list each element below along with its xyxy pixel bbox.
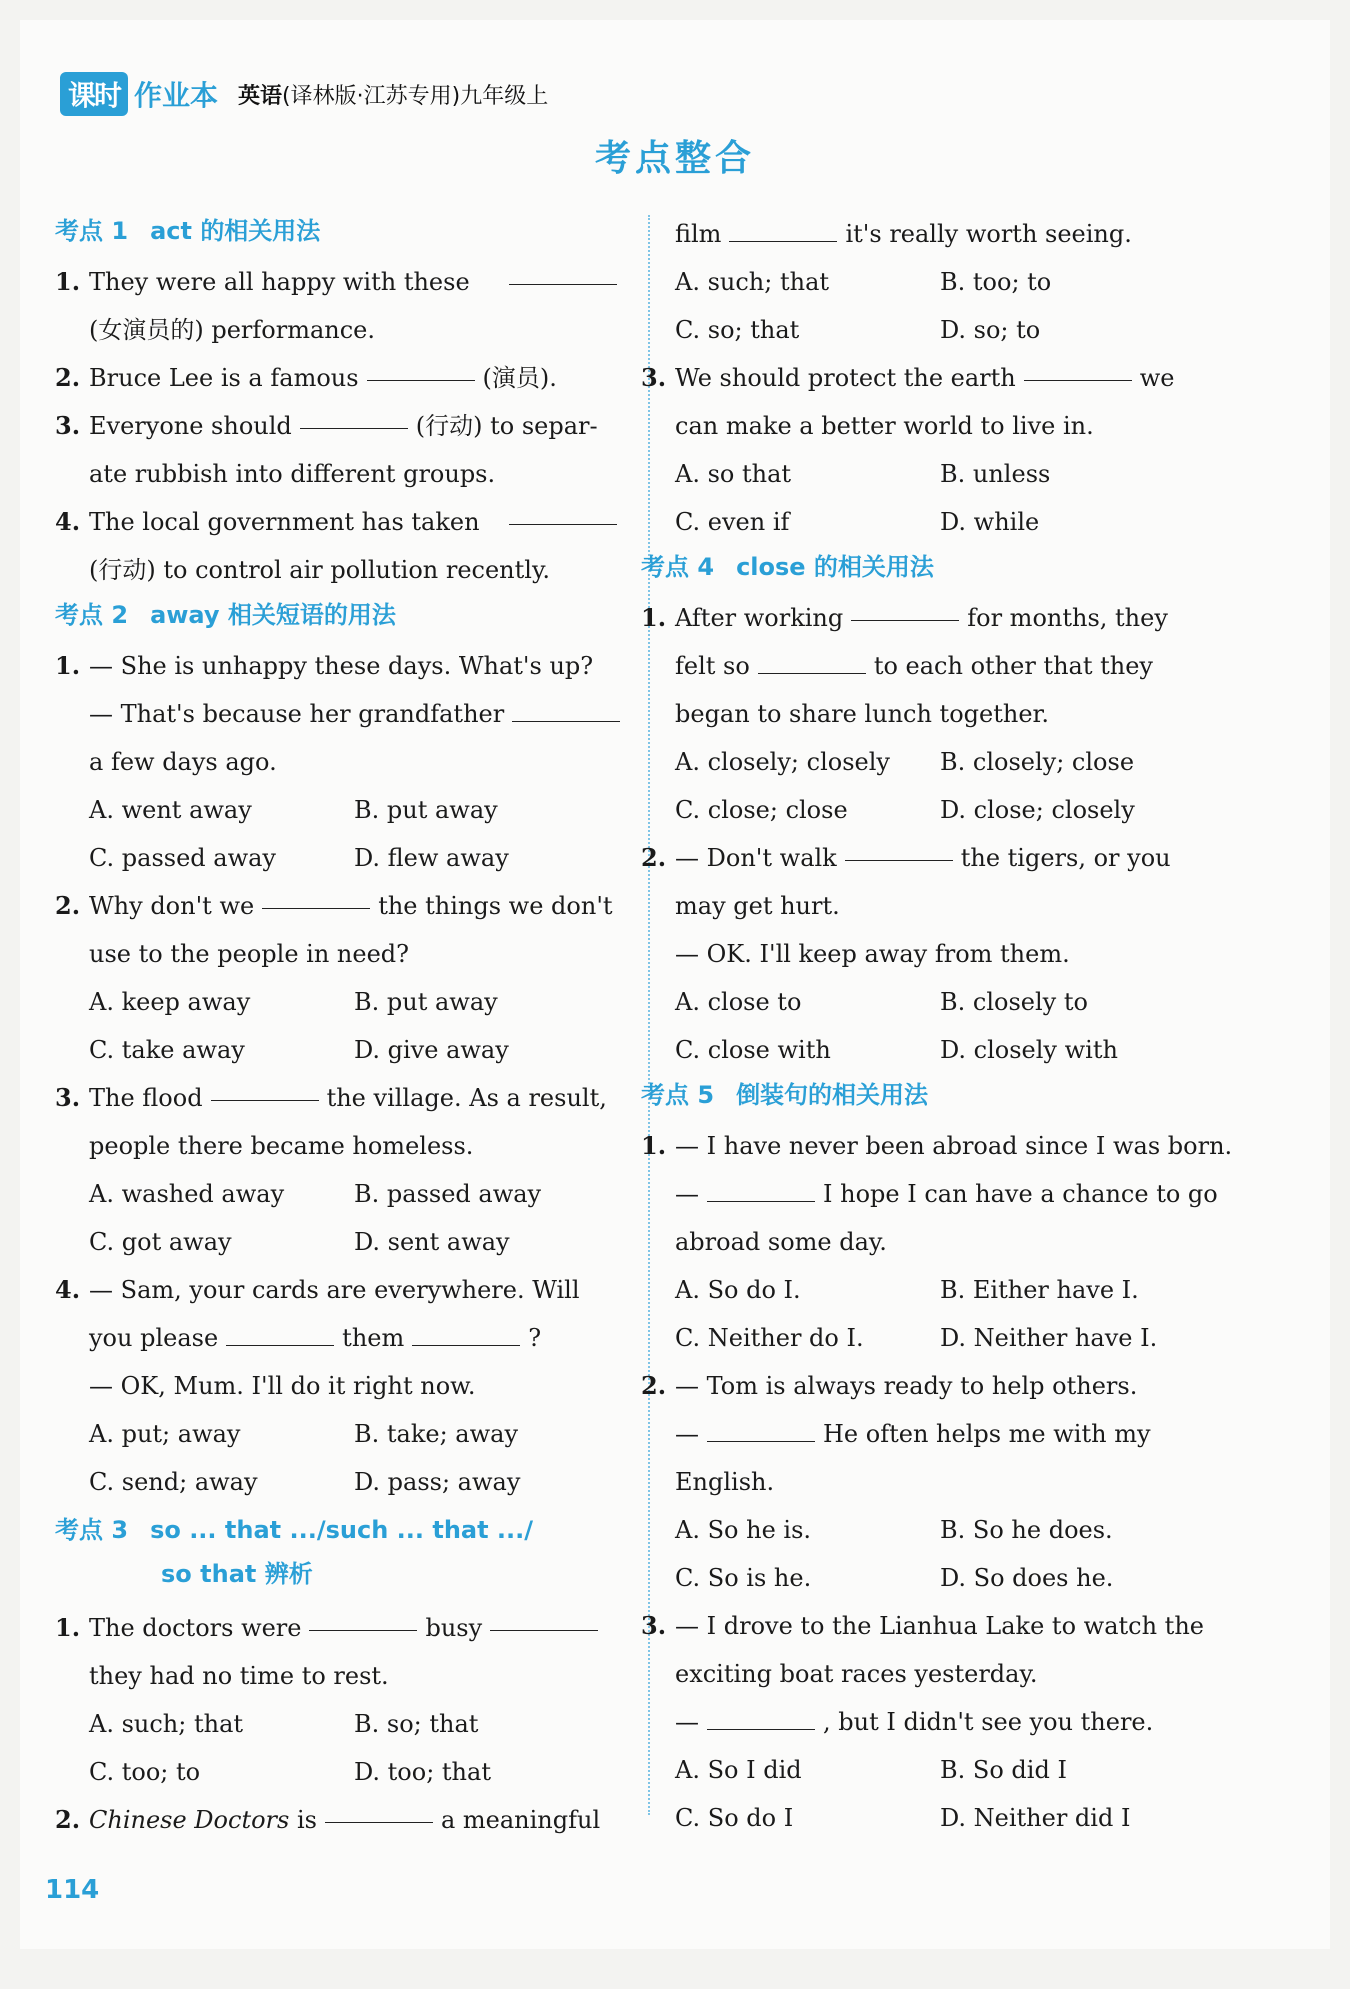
options: A. such; that B. so; that: [89, 1710, 479, 1738]
logo-mark: 课时: [60, 72, 128, 116]
question: 3. The flood the village. As a result,: [55, 1074, 625, 1122]
options: C. So is he. D. So does he.: [675, 1564, 1114, 1592]
answer-blank[interactable]: [851, 594, 959, 621]
options: C. passed away D. flew away: [89, 844, 509, 872]
options: C. too; to D. too; that: [89, 1758, 491, 1786]
column-divider: [648, 215, 650, 1815]
left-column: 考点 1 act 的相关用法 1. They were all happy with these (女演员的) performance. 2. Bruce Lee is a famous (演员). 3. Everyone should (行动) to separ- ate rubbish into different groups. 4. The local government has taken (行动) to control air pollution recently. 考点 2 away 相关短语的用法 1. — She is unhappy these days. What's up? — That's because her grandfather a few days ago. A. went away B. put away C. passed away D. flew away 2. Why don't we the things we don't use to the people in need? A. keep away B. put away C. take away D. give away 3. The flood the village. As a result, people there became homeless. A. washed away B. passed away C. got away D. sent away 4. — Sam, your cards are everywhere. Will you please them ? — OK, Mum. I'll do it right now. A. put; away B. take; away C. send; away D. pass; away 考点 3 so ... that .../such ... that .../ so that 辨析 1. The doctors were busy they had no time to rest. A. such; that B. so; that C. too; to D. too; that 2. Chinese Doctors is a meaningful: [55, 210, 625, 1844]
answer-blank[interactable]: [509, 258, 617, 285]
header: [60, 70, 548, 118]
section-heading-3: 考点 3 so ... that .../such ... that .../ so that 辨析: [55, 1516, 534, 1588]
answer-blank[interactable]: [325, 1796, 433, 1823]
page: [20, 20, 1330, 1949]
question: 4. The local government has taken: [55, 498, 625, 546]
options: A. put; away B. take; away: [89, 1420, 519, 1448]
answer-blank[interactable]: [490, 1604, 598, 1631]
logo: [60, 70, 218, 118]
options: A. washed away B. passed away: [89, 1180, 542, 1208]
question: 2. Bruce Lee is a famous (演员).: [55, 354, 625, 402]
question: 1. After working for months, they: [641, 594, 1255, 642]
options: A. so that B. unless: [675, 460, 1051, 488]
right-column: film it's really worth seeing. A. such; that B. too; to C. so; that D. so; to 3. We should protect the earth we can make a better world to live in. A. so that B. unless C. even if D. while 考点 4 close 的相关用法 1. After working for months, they felt so to each other that they began to share lunch together. A. closely; closely B. closely; close C. close; close D. close; closely 2. — Don't walk the tigers, or you may get hurt. — OK. I'll keep away from them. A. close to B. closely to C. close with D. closely with 考点 5 倒装句的相关用法 1. — I have never been abroad since I was born. — I hope I can have a chance to go abroad some day. A. So do I. B. Either have I. C. Neither do I. D. Neither have I. 2. — Tom is always ready to help others. — He often helps me with my English. A. So he is. B. So he does. C. So is he. D. So does he. 3. — I drove to the Lianhua Lake to watch the exciting boat races yesterday. — , but I didn't see you there. A. So I did B. So did I C. So do I D. Neither did I: [675, 210, 1255, 1842]
options: A. went away B. put away: [89, 796, 498, 824]
answer-blank[interactable]: [729, 215, 837, 242]
answer-blank[interactable]: [211, 1074, 319, 1101]
question: 1. They were all happy with these: [55, 258, 625, 306]
options: C. so; that D. so; to: [675, 316, 1041, 344]
section-heading-2: 考点 2 away 相关短语的用法: [55, 601, 396, 629]
options: A. such; that B. too; to: [675, 268, 1052, 296]
options: A. So do I. B. Either have I.: [675, 1276, 1139, 1304]
page-title: 考点整合: [594, 137, 755, 179]
options: C. take away D. give away: [89, 1036, 509, 1064]
answer-blank[interactable]: [707, 1175, 815, 1202]
answer-blank[interactable]: [509, 498, 617, 525]
question: 1. — I have never been abroad since I was born.: [641, 1131, 1233, 1160]
options: C. even if D. while: [675, 508, 1040, 536]
answer-blank[interactable]: [758, 647, 866, 674]
question: 3. We should protect the earth we: [641, 354, 1255, 402]
question: 1. — She is unhappy these days. What's up?: [55, 651, 594, 680]
answer-blank[interactable]: [512, 695, 620, 722]
answer-blank[interactable]: [226, 1319, 334, 1346]
answer-blank[interactable]: [412, 1319, 520, 1346]
edition: (译林版·江苏专用)九年级上: [282, 83, 549, 109]
options: A. keep away B. put away: [89, 988, 498, 1016]
answer-blank[interactable]: [1024, 354, 1132, 381]
section-heading-4: 考点 4 close 的相关用法: [641, 553, 934, 581]
options: C. send; away D. pass; away: [89, 1468, 521, 1496]
answer-blank[interactable]: [707, 1415, 815, 1442]
answer-blank[interactable]: [367, 354, 475, 381]
subject: 英语: [238, 83, 283, 109]
section-heading-5: 考点 5 倒装句的相关用法: [641, 1081, 929, 1109]
answer-blank[interactable]: [300, 402, 408, 429]
question: 4. — Sam, your cards are everywhere. Will: [55, 1275, 580, 1304]
question: 3. Everyone should (行动) to separ-: [55, 402, 625, 450]
options: C. got away D. sent away: [89, 1228, 510, 1256]
question: 3. — I drove to the Lianhua Lake to watch the: [641, 1611, 1204, 1640]
answer-blank[interactable]: [707, 1703, 815, 1730]
subject-line: [238, 79, 548, 110]
options: A. close to B. closely to: [675, 988, 1088, 1016]
answer-blank[interactable]: [309, 1604, 417, 1631]
question: 2. Chinese Doctors is a meaningful: [55, 1796, 625, 1844]
page-number: 114: [45, 1875, 100, 1905]
options: A. So I did B. So did I: [675, 1756, 1067, 1784]
options: C. close with D. closely with: [675, 1036, 1118, 1064]
question: 2. — Don't walk the tigers, or you: [641, 834, 1255, 882]
options: A. closely; closely B. closely; close: [675, 748, 1135, 776]
options: C. Neither do I. D. Neither have I.: [675, 1324, 1158, 1352]
question: 2. Why don't we the things we don't: [55, 882, 625, 930]
options: C. close; close D. close; closely: [675, 796, 1135, 824]
options: A. So he is. B. So he does.: [675, 1516, 1113, 1544]
answer-blank[interactable]: [845, 834, 953, 861]
answer-blank[interactable]: [262, 882, 370, 909]
question: 1. The doctors were busy: [55, 1604, 625, 1652]
section-heading-1: 考点 1 act 的相关用法: [55, 217, 321, 245]
question: 2. — Tom is always ready to help others.: [641, 1371, 1138, 1400]
options: C. So do I D. Neither did I: [675, 1804, 1131, 1832]
logo-text: 作业本: [134, 79, 219, 112]
